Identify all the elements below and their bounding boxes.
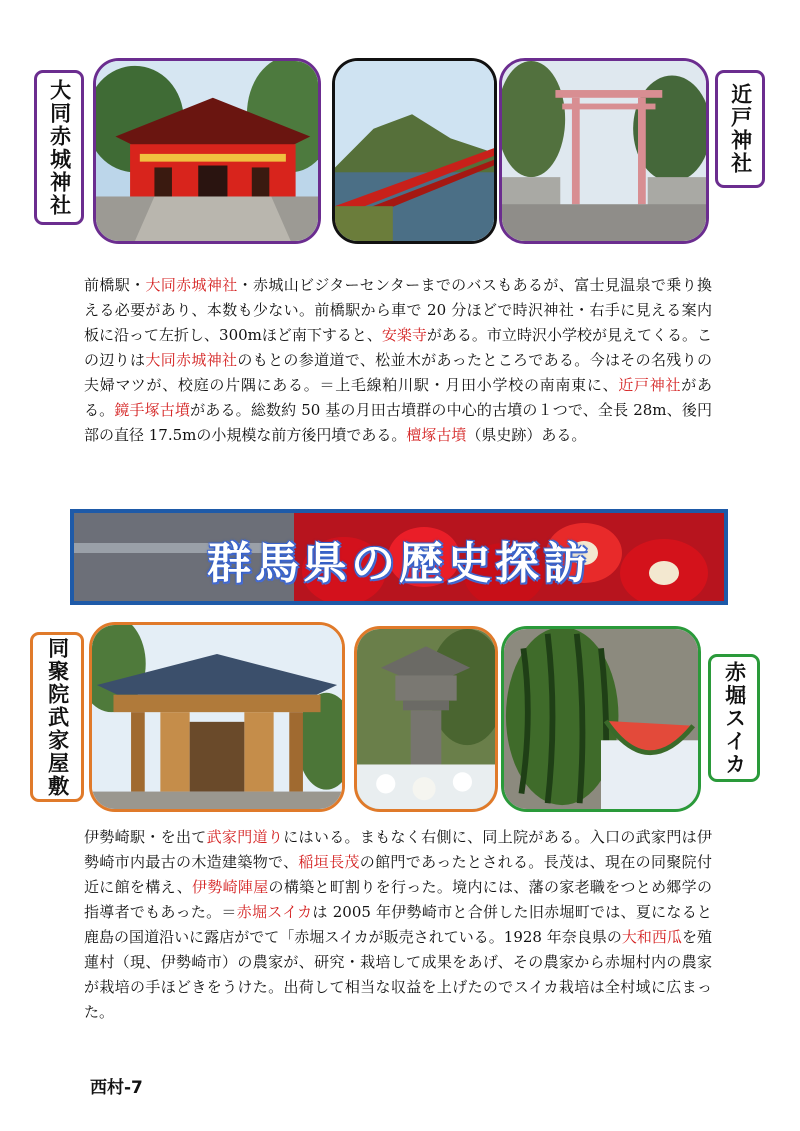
photo-red-bridge [332, 58, 497, 244]
text-run: がある。総数約 50 基の月田古墳群の中心的古墳の１つで、全長 28m、後円部の直径 17.5mの小規模な前方後円墳である。 [84, 401, 712, 444]
highlighted-place-name: 近戸神社 [618, 376, 682, 394]
highlighted-place-name: 伊勢崎陣屋 [192, 878, 269, 896]
label-oodo-akagi-shrine: 大同赤城神社 [34, 70, 84, 225]
highlighted-place-name: 稲垣長茂 [298, 853, 360, 871]
highlighted-place-name: 鏡手塚古墳 [114, 401, 191, 419]
photo-samurai-gate [89, 622, 345, 812]
text-run: がある。 [84, 376, 712, 419]
paragraph-isesaki-area [84, 825, 712, 1025]
photo-akabori-watermelon [501, 626, 701, 812]
text-run: がある。市立時沢小学校が見えてくる。この辺りは [84, 326, 712, 369]
highlighted-place-name: 檀塚古墳 [406, 426, 467, 444]
text-run: の構築と町割りを行った。境内には、藩の家老職をつとめ郷学の指導者でもあった。＝ [84, 878, 712, 921]
highlighted-place-name: 大和西瓜 [621, 928, 682, 946]
text-run: ・赤城山ビジターセンターまでのバスもあるが、富士見温泉で乗り換える必要があり、本数も少ない。前橋駅から車で 20 分ほどで時沢神社・右手に見える案内板に沿って左折し、300mほど南下すると、 [84, 276, 712, 344]
text-run: のもとの参道道で、松並木があったところである。今はその名残りの夫婦マツが、校庭の片隅にある。＝上毛線粕川駅・月田小学校の南南東に、 [84, 351, 712, 394]
highlighted-place-name: 大同赤城神社 [145, 351, 238, 369]
highlighted-place-name: 安楽寺 [381, 326, 427, 344]
photo-stone-lantern [354, 626, 498, 812]
photo-chikado-shrine [499, 58, 709, 244]
text-run: の館門であったとされる。長茂は、現在の同聚院付近に館を構え、 [84, 853, 712, 896]
label-akabori-watermelon: 赤堀スイカ [708, 654, 760, 782]
photo-oodo-akagi-shrine [93, 58, 321, 244]
text-run: は 2005 年伊勢崎市と合併した旧赤堀町では、夏になると鹿島の国道沿いに露店がでて「赤堀スイカが販売されている。1928 年奈良県の [84, 903, 712, 946]
text-run: 前橋駅・ [84, 276, 146, 294]
banner-title: 群馬県の歴史探訪 [207, 538, 591, 589]
text-run: （県史跡）ある。 [466, 426, 587, 444]
text-run: を殖蓮村（現、伊勢崎市）の農家が、研究・栽培して成果をあげ、その農家から赤堀村内の農家が栽培の手ほどきをうけた。出荷して相当な収益を上げたのでスイカ栽培は全村域に広まった。 [84, 928, 712, 1021]
text-run: 伊勢崎駅・を出て [84, 828, 207, 846]
highlighted-place-name: 赤堀スイカ [236, 903, 313, 921]
highlighted-place-name: 大同赤城神社 [145, 276, 238, 294]
page-number: 西村-7 [90, 1078, 143, 1098]
title-banner [70, 509, 728, 605]
paragraph-akagi-area [84, 273, 712, 448]
label-dojuin-samurai-residence: 同聚院武家屋敷 [30, 632, 84, 802]
text-run: にはいる。まもなく右側に、同上院がある。入口の武家門は伊勢崎市内最古の木造建築物で、 [84, 828, 712, 871]
label-chikado-shrine: 近戸神社 [715, 70, 765, 188]
highlighted-place-name: 武家門道り [206, 828, 284, 846]
